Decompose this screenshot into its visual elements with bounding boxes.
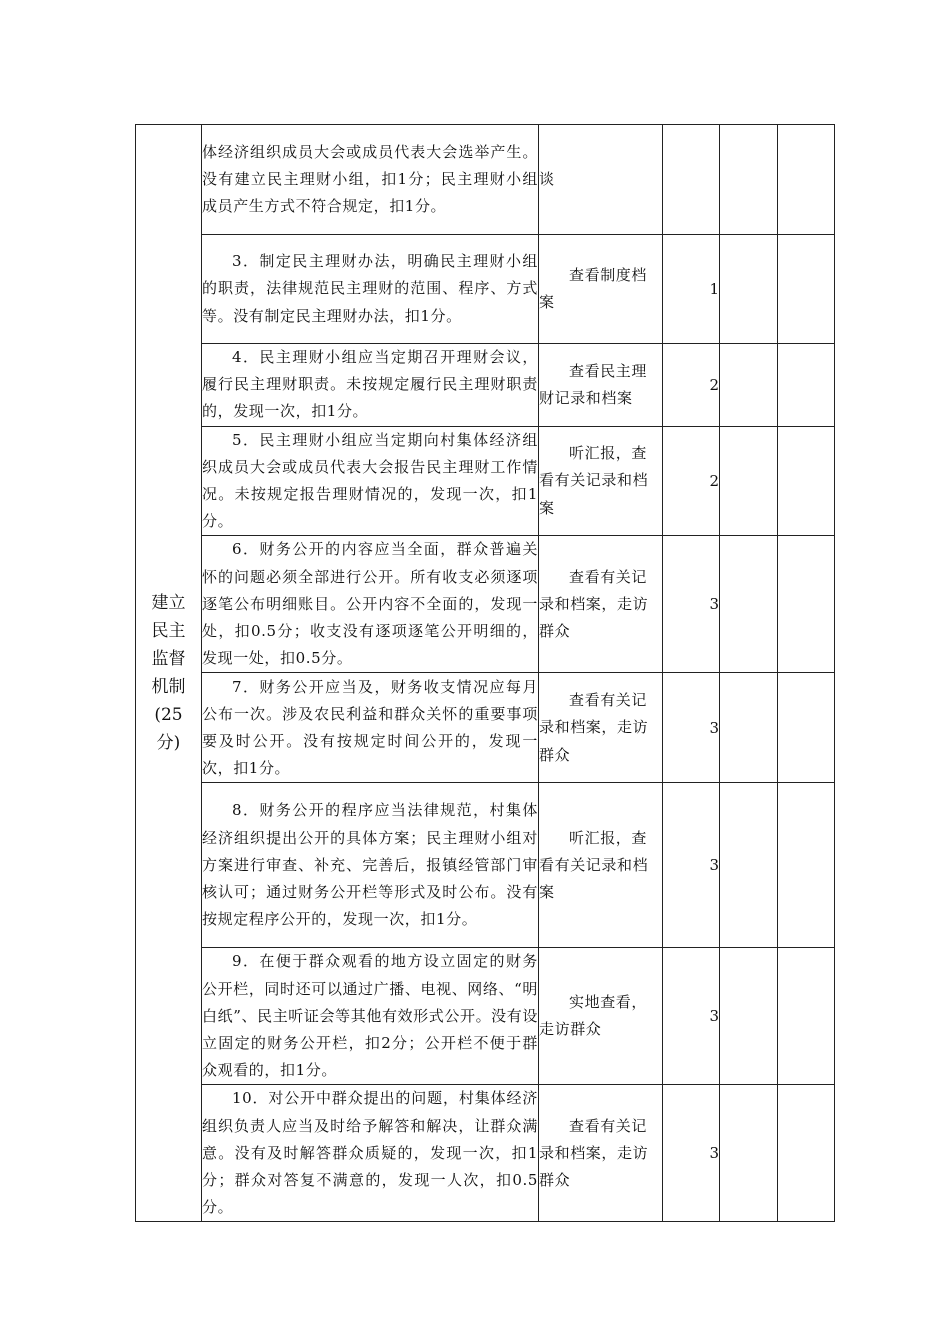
criteria-cell: 7．财务公开应当及，财务收支情况应每月公布一次。涉及农民利益和群众关怀的重要事项要及时公开。没有按规定时间公开的，发现一次，扣1分。 <box>202 673 539 783</box>
method-cell: 查看有关记录和档案，走访群众 <box>539 1085 663 1222</box>
table-row <box>136 948 835 1085</box>
empty-cell <box>720 125 778 235</box>
table-row <box>136 1085 835 1222</box>
empty-cell <box>720 673 778 783</box>
method-cell: 查看民主理财记录和档案 <box>539 344 663 427</box>
empty-cell <box>778 426 835 536</box>
score-cell: 3 <box>663 783 720 948</box>
method-cell: 实地查看，走访群众 <box>539 948 663 1085</box>
category-cell <box>136 125 202 1222</box>
method-cell: 听汇报，查看有关记录和档案 <box>539 426 663 536</box>
empty-cell <box>778 673 835 783</box>
empty-cell <box>720 344 778 427</box>
empty-cell <box>720 1085 778 1222</box>
criteria-cell: 体经济组织成员大会或成员代表大会选举产生。没有建立民主理财小组，扣1分；民主理财小组成员产生方式不符合规定，扣1分。 <box>202 125 539 235</box>
score-cell: 3 <box>663 536 720 673</box>
criteria-cell: 5．民主理财小组应当定期向村集体经济组织成员大会或成员代表大会报告民主理财工作情况。未按规定报告理财情况的，发现一次，扣1分。 <box>202 426 539 536</box>
empty-cell <box>720 783 778 948</box>
empty-cell <box>720 536 778 673</box>
criteria-cell: 9．在便于群众观看的地方设立固定的财务公开栏，同时还可以通过广播、电视、网络、“明白纸”、民主听证会等其他有效形式公开。没有设立固定的财务公开栏，扣2分；公开栏不便于群众观看的，扣1分。 <box>202 948 539 1085</box>
method-cell: 查看有关记录和档案，走访群众 <box>539 536 663 673</box>
table-row <box>136 673 835 783</box>
criteria-cell: 8．财务公开的程序应当法律规范，村集体经济组织提出公开的具体方案；民主理财小组对方案进行审查、补充、完善后，报镇经管部门审核认可；通过财务公开栏等形式及时公布。没有按规定程序公开的，发现一次，扣1分。 <box>202 783 539 948</box>
score-cell: 3 <box>663 948 720 1085</box>
criteria-cell: 4．民主理财小组应当定期召开理财会议，履行民主理财职责。未按规定履行民主理财职责的，发现一次，扣1分。 <box>202 344 539 427</box>
method-cell: 查看有关记录和档案，走访群众 <box>539 673 663 783</box>
empty-cell <box>720 948 778 1085</box>
table-row <box>136 783 835 948</box>
empty-cell <box>720 235 778 344</box>
score-cell: 1 <box>663 235 720 344</box>
criteria-cell: 3．制定民主理财办法，明确民主理财小组的职责，法律规范民主理财的范围、程序、方式等。没有制定民主理财办法，扣1分。 <box>202 235 539 344</box>
table-row <box>136 235 835 344</box>
empty-cell <box>778 125 835 235</box>
table-row <box>136 536 835 673</box>
criteria-cell: 10．对公开中群众提出的问题，村集体经济组织负责人应当及时给予解答和解决，让群众满意。没有及时解答群众质疑的，发现一次，扣1分；群众对答复不满意的，发现一人次，扣0.5分。 <box>202 1085 539 1222</box>
table-row <box>136 426 835 536</box>
empty-cell <box>778 1085 835 1222</box>
method-cell: 查看制度档案 <box>539 235 663 344</box>
assessment-table <box>135 124 835 1222</box>
criteria-cell: 6．财务公开的内容应当全面，群众普遍关怀的问题必须全部进行公开。所有收支必须逐项逐笔公布明细账目。公开内容不全面的，发现一处，扣0.5分；收支没有逐项逐笔公开明细的，发现一处，扣0.5分。 <box>202 536 539 673</box>
empty-cell <box>778 536 835 673</box>
empty-cell <box>778 948 835 1085</box>
empty-cell <box>778 344 835 427</box>
score-cell: 3 <box>663 1085 720 1222</box>
method-cell: 听汇报，查看有关记录和档案 <box>539 783 663 948</box>
score-cell: 2 <box>663 426 720 536</box>
category-label: 建立民主监督机制(25分) <box>151 593 186 754</box>
empty-cell <box>720 426 778 536</box>
table-row <box>136 125 835 235</box>
empty-cell <box>778 235 835 344</box>
score-cell: 3 <box>663 673 720 783</box>
score-cell <box>663 125 720 235</box>
empty-cell <box>778 783 835 948</box>
score-cell: 2 <box>663 344 720 427</box>
method-cell: 谈 <box>539 125 663 235</box>
table-row <box>136 344 835 427</box>
